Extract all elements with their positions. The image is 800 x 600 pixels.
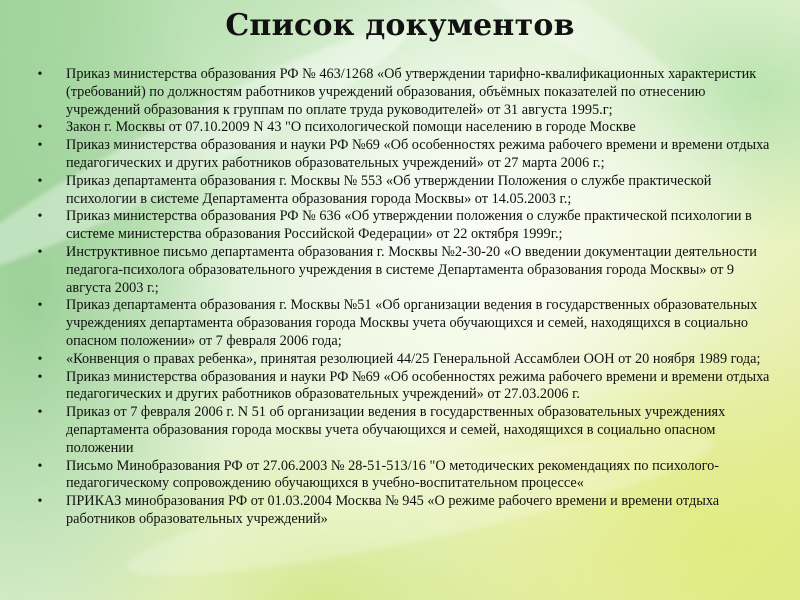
list-item-text: Приказ департамента образования г. Москвы № 553 «Об утверждении Положения о службе практической психологии в системе Департамента образования города Москвы» от 14.05.2003 г.; xyxy=(66,172,712,207)
list-item xyxy=(34,351,782,369)
list-item-text: ПРИКАЗ минобразования РФ от 01.03.2004 Москва № 945 «О режиме рабочего времени и времени отдыха работников образовательных учреждений» xyxy=(66,493,720,527)
list-item xyxy=(34,297,782,350)
bullet-icon: • xyxy=(37,405,43,421)
bullet-icon: • xyxy=(37,138,43,154)
list-item xyxy=(34,119,782,137)
list-item xyxy=(34,137,782,173)
bullet-icon: • xyxy=(37,120,43,136)
list-item xyxy=(34,244,782,297)
list-item-text: Приказ от 7 февраля 2006 г. N 51 об организации ведения в государственных образовательных учреждениях департамента образования города москвы учета обучающихся и семей, находящихся в социально опасном положении xyxy=(66,404,726,456)
list-item xyxy=(34,66,782,119)
list-item xyxy=(34,493,782,529)
list-item-text: Приказ министерства образования РФ № 636 «Об утверждении положения о службе практической психологии в системе министерства образования Российской Федерации» от 22 октября 1999г.; xyxy=(66,208,752,243)
bullet-icon: • xyxy=(37,209,43,225)
bullet-icon: • xyxy=(37,458,43,474)
list-item-text: Приказ министерства образования и науки РФ №69 «Об особенностях режима рабочего времени и времени отдыха педагогических и других работников образовательных учреждений» от 27 марта 2006 г.; xyxy=(66,137,770,171)
bullet-icon: • xyxy=(37,369,43,385)
document-list xyxy=(34,66,782,529)
list-item xyxy=(34,404,782,457)
bullet-icon: • xyxy=(37,298,43,314)
list-item-text: Закон г. Москвы от 07.10.2009 N 43 "О психологической помощи населению в городе Москве xyxy=(66,119,636,136)
list-item-text: «Конвенция о правах ребенка», принятая резолюцией 44/25 Генеральной Ассамблеи ООН от 20 ноября 1989 года; xyxy=(66,350,761,367)
list-item xyxy=(34,458,782,494)
page-title: Список документов xyxy=(225,8,575,43)
bullet-icon: • xyxy=(37,67,43,82)
bullet-icon: • xyxy=(37,173,43,189)
list-item xyxy=(34,208,782,244)
bullet-icon: • xyxy=(37,351,43,367)
list-item-text: Приказ министерства образования и науки РФ №69 «Об особенностях режима рабочего времени и времени отдыха педагогических и других работников образовательных учреждений» от 27.03.2006 г. xyxy=(66,368,770,403)
list-item-text: Письмо Минобразования РФ от 27.06.2003 № 28-51-513/16 "О методических рекомендациях по психолого-педагогическому сопровождению обучающихся в учебно-воспитательном процессе« xyxy=(66,457,720,492)
list-item-text: Инструктивное письмо департамента образования г. Москвы №2-30-20 «О введении документации деятельности педагога-психолога образовательного учреждения в системе Департамента образования города Москвы» от 9 августа 2003 г.; xyxy=(66,243,757,296)
list-item-text: Приказ министерства образования РФ № 463/1268 «Об утверждении тарифно-квалификационных характеристик (требований) по должностям работников учреждений образования, объёмных показателей по отнесению учреждений образования к группам по оплате труда руководителей» от 31 августа 1995.г; xyxy=(66,66,757,118)
list-item-text: Приказ департамента образования г. Москвы №51 «Об организации ведения в государственных образовательных учреждениях департамента образования города Москвы учета обучающихся и семей, находящихся в социально опасном положении» от 7 февраля 2006 года; xyxy=(66,297,758,349)
bullet-icon: • xyxy=(37,494,43,510)
list-item xyxy=(34,369,782,405)
list-item xyxy=(34,173,782,209)
bullet-icon: • xyxy=(37,244,43,260)
